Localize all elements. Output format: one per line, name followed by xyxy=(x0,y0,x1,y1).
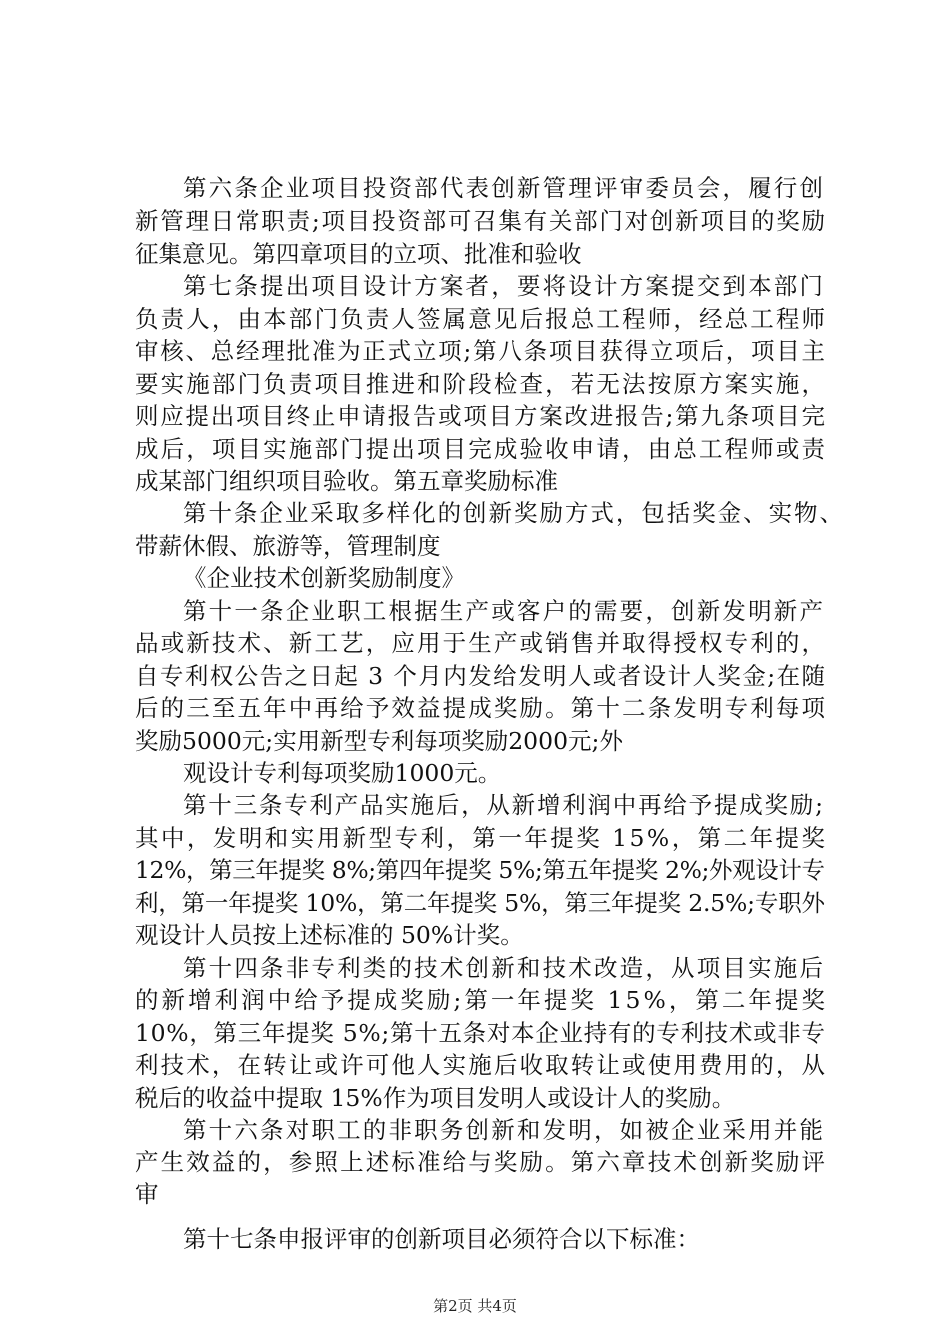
text-line: 品或新技术、新工艺，应用于生产或销售并取得授权专利的， xyxy=(135,629,828,657)
text-line: 审核、总经理批准为正式立项;第八条项目获得立项后，项目主 xyxy=(135,337,827,365)
text-line: 利，第一年提奖 10%，第二年提奖 5%，第三年提奖 2.5%;专职外 xyxy=(135,889,825,917)
text-line: 税后的收益中提取 15%作为项目发明人或设计人的奖励。 xyxy=(135,1084,736,1112)
text-line: 审 xyxy=(135,1180,159,1208)
text-line: 奖励5000元;实用新型专利每项奖励2000元;外 xyxy=(135,727,623,755)
text-line: 10%，第三年提奖 5%;第十五条对本企业持有的专利技术或非专 xyxy=(135,1019,826,1047)
text-line: 第十四条非专利类的技术创新和技术改造，从项目实施后 xyxy=(183,954,826,982)
page-number-footer: 第2页 共4页 xyxy=(433,1297,517,1315)
text-line: 要实施部门负责项目推进和阶段检查，若无法按原方案实施， xyxy=(135,370,828,398)
text-line: 12%，第三年提奖 8%;第四年提奖 5%;第五年提奖 2%;外观设计专 xyxy=(135,856,825,884)
text-line: 第十六条对职工的非职务创新和发明，如被企业采用并能 xyxy=(183,1116,826,1144)
text-line: 成某部门组织项目验收。第五章奖励标准 xyxy=(135,467,558,495)
text-line: 观设计专利每项奖励1000元。 xyxy=(183,759,502,787)
text-line: 负责人，由本部门负责人签属意见后报总工程师，经总工程师 xyxy=(135,305,828,333)
text-line: 《企业技术创新奖励制度》 xyxy=(183,564,465,592)
text-line: 带薪休假、旅游等，管理制度 xyxy=(135,532,441,560)
text-line: 第十七条申报评审的创新项目必须符合以下标准： xyxy=(183,1225,700,1253)
text-line: 产生效益的，参照上述标准给与奖励。第六章技术创新奖励评 xyxy=(135,1148,828,1176)
text-line: 利技术，在转让或许可他人实施后收取转让或使用费用的，从 xyxy=(135,1051,828,1079)
text-line: 征集意见。第四章项目的立项、批准和验收 xyxy=(135,240,582,268)
text-line: 第十一条企业职工根据生产或客户的需要，创新发明新产 xyxy=(183,597,826,625)
text-line: 后的三至五年中再给予效益提成奖励。第十二条发明专利每项 xyxy=(135,694,828,722)
text-line: 观设计人员按上述标准的 50%计奖。 xyxy=(135,921,524,949)
text-line: 第十三条专利产品实施后，从新增利润中再给予提成奖励; xyxy=(183,791,825,819)
text-line: 成后，项目实施部门提出项目完成验收申请，由总工程师或责 xyxy=(135,435,828,463)
text-line: 自专利权公告之日起 3 个月内发给发明人或者设计人奖金;在随 xyxy=(135,662,827,690)
text-line: 则应提出项目终止申请报告或项目方案改进报告;第九条项目完 xyxy=(135,402,827,430)
text-line: 其中，发明和实用新型专利，第一年提奖 15%，第二年提奖 xyxy=(135,824,828,852)
text-line: 新管理日常职责;项目投资部可召集有关部门对创新项目的奖励 xyxy=(135,207,827,235)
text-line: 第六条企业项目投资部代表创新管理评审委员会，履行创 xyxy=(183,174,826,202)
text-line: 的新增利润中给予提成奖励;第一年提奖 15%，第二年提奖 xyxy=(135,986,829,1014)
text-line: 第七条提出项目设计方案者，要将设计方案提交到本部门 xyxy=(183,272,826,300)
text-line: 第十条企业采取多样化的创新奖励方式，包括奖金、实物、 xyxy=(183,499,845,527)
